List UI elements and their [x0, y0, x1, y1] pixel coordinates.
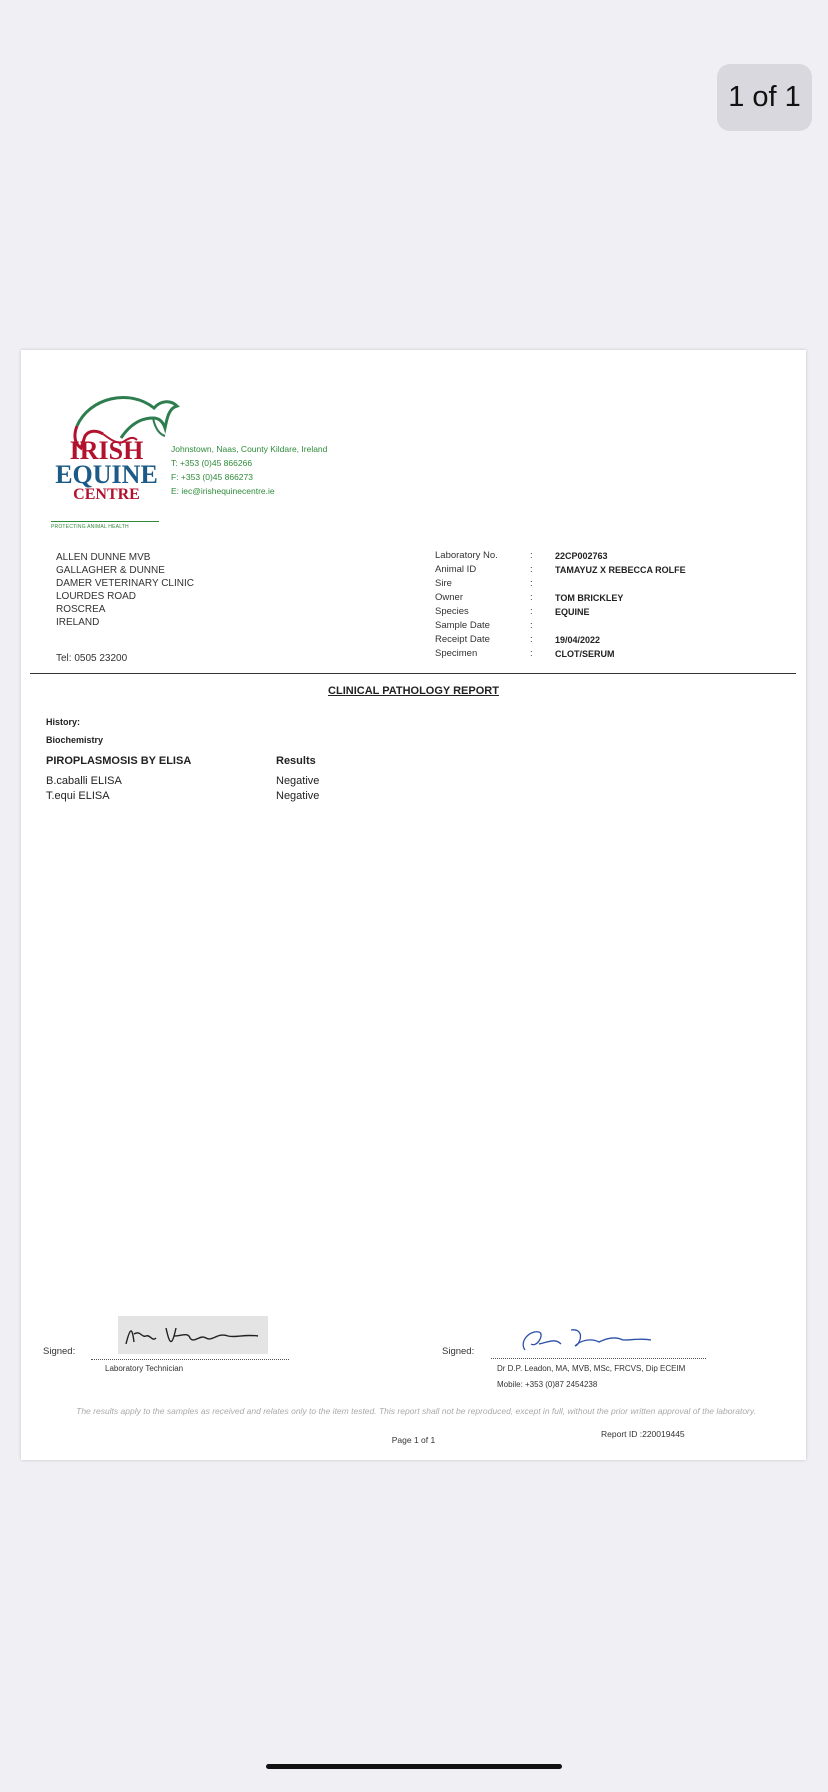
info-value: EQUINE [555, 607, 590, 617]
report-title: CLINICAL PATHOLOGY REPORT [328, 685, 499, 697]
test-name: T.equi ELISA [46, 790, 110, 802]
test-group-heading: PIROPLASMOSIS BY ELISA [46, 755, 192, 767]
info-separator: : [530, 606, 533, 617]
right-signature-line [491, 1358, 706, 1359]
info-row-lab-no [435, 549, 686, 563]
info-label: Laboratory No. [435, 550, 498, 561]
technician-signature-image [118, 1316, 268, 1354]
info-separator: : [530, 648, 533, 659]
info-label: Animal ID [435, 564, 477, 575]
history-label: History: [46, 717, 81, 727]
info-separator: : [530, 550, 533, 561]
info-row-sire [435, 577, 686, 591]
address-line: DAMER VETERINARY CLINIC [56, 578, 194, 589]
info-value: TAMAYUZ X REBECCA ROLFE [555, 565, 686, 575]
lab-technician-label: Laboratory Technician [105, 1364, 184, 1373]
logo-text-irish: IRISH [69, 436, 144, 465]
address-line: LOURDES ROAD [56, 591, 137, 602]
info-value: TOM BRICKLEY [555, 593, 624, 603]
info-separator: : [530, 634, 533, 645]
right-signed-label: Signed: [442, 1346, 475, 1357]
doctor-name: Dr D.P. Leadon, MA, MVB, MSc, FRCVS, Dip ECEIM [497, 1364, 686, 1373]
disclaimer: The results apply to the samples as received and relates only to the item tested. This report shall not be reproduced, except in full, without the prior written approval of the laboratory. [76, 1406, 756, 1416]
info-separator: : [530, 578, 533, 589]
info-label: Receipt Date [435, 634, 490, 645]
test-result: Negative [276, 775, 320, 787]
logo-text-centre: CENTRE [73, 486, 140, 503]
info-value: 19/04/2022 [555, 635, 601, 645]
address-line: GALLAGHER & DUNNE [56, 565, 165, 576]
left-signed-label: Signed: [43, 1346, 76, 1357]
info-label: Sire [435, 578, 452, 589]
info-label: Sample Date [435, 620, 490, 631]
info-separator: : [530, 620, 533, 631]
logo-text-equine: EQUINE [55, 460, 158, 489]
test-names [46, 774, 122, 804]
results-heading: Results [276, 755, 316, 767]
info-separator: : [530, 592, 533, 603]
info-row-owner [435, 591, 686, 605]
page-number: Page 1 of 1 [391, 1435, 436, 1445]
report-document [21, 350, 806, 1460]
info-value: CLOT/SERUM [555, 649, 615, 659]
logo-tagline: PROTECTING ANIMAL HEALTH [51, 521, 159, 530]
left-signature-line [91, 1359, 289, 1360]
home-indicator[interactable] [266, 1764, 562, 1769]
lab-address: Johnstown, Naas, County Kildare, Ireland [171, 444, 328, 454]
info-label: Specimen [435, 648, 478, 659]
info-row-animal-id [435, 563, 686, 577]
section-title: Biochemistry [46, 735, 104, 745]
header-divider [30, 673, 796, 674]
report-id: Report ID :220019445 [601, 1429, 685, 1439]
address-line: ALLEN DUNNE MVB [56, 552, 151, 563]
info-value: 22CP002763 [555, 551, 608, 561]
lab-fax: F: +353 (0)45 866273 [171, 472, 253, 482]
address-line: IRELAND [56, 617, 100, 628]
doctor-signature-icon [515, 1322, 655, 1356]
info-label: Species [435, 606, 469, 617]
address-line: ROSCREA [56, 604, 106, 615]
info-row-specimen [435, 647, 686, 661]
test-name: B.caballi ELISA [46, 775, 122, 787]
info-row-receipt-date [435, 633, 686, 647]
info-row-sample-date [435, 619, 686, 633]
lab-phone: T: +353 (0)45 866266 [171, 458, 253, 468]
info-row-species [435, 605, 686, 619]
page-indicator: 1 of 1 [717, 64, 812, 131]
test-results [276, 774, 319, 804]
lab-contact [171, 442, 327, 498]
test-result: Negative [276, 790, 320, 802]
info-label: Owner [435, 592, 463, 603]
recipient-tel: Tel: 0505 23200 [56, 653, 128, 664]
recipient-address [56, 551, 194, 629]
info-separator: : [530, 564, 533, 575]
handwritten-signature-icon [118, 1316, 268, 1354]
sample-info-table [435, 549, 686, 661]
doctor-mobile: Mobile: +353 (0)87 2454238 [497, 1380, 598, 1389]
lab-email: E: iec@irishequinecentre.ie [171, 486, 275, 496]
